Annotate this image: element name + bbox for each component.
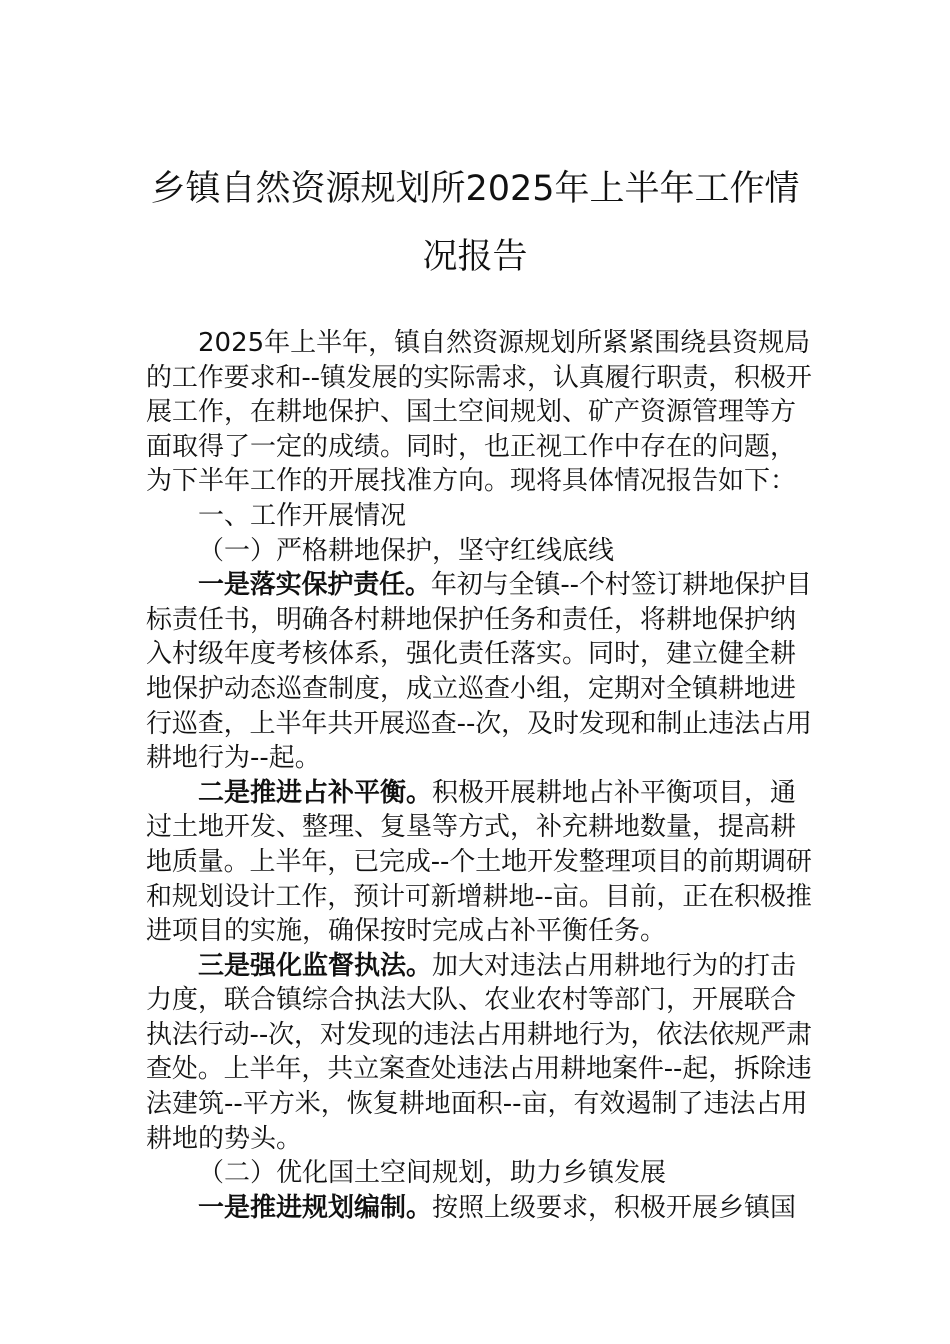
body-line (146, 637, 812, 672)
body-line (146, 707, 812, 742)
body-line (146, 949, 812, 984)
body-line (146, 776, 812, 811)
line-text: 为下半年工作的开展找准方向。现将具体情况报告如下： (146, 466, 797, 497)
body-line (146, 741, 812, 776)
line-text: 法建筑--平方米，恢复耕地面积--亩，有效遏制了违法占用 (146, 1089, 808, 1120)
body-line (146, 1156, 812, 1191)
line-text: （二）优化国土空间规划，助力乡镇发展 (198, 1158, 667, 1189)
line-text: 行巡查，上半年共开展巡查--次，及时发现和制止违法占用 (146, 708, 812, 739)
body-line (146, 810, 812, 845)
body-line (146, 568, 812, 603)
body-line (146, 1052, 812, 1087)
line-text: 地质量。上半年，已完成--个土地开发整理项目的前期调研 (146, 846, 812, 877)
body-line (146, 983, 812, 1018)
line-text: 耕地的势头。 (146, 1123, 303, 1154)
document-title-line-2: 况报告 (422, 237, 528, 277)
line-text: 加大对违法占用耕地行为的打击 (432, 950, 797, 981)
document-title-line-1: 乡镇自然资源规划所2025年上半年工作情 (150, 169, 800, 209)
line-text: 按照上级要求，积极开展乡镇国 (432, 1192, 797, 1223)
body-line (146, 603, 812, 638)
line-text: 执法行动--次，对发现的违法占用耕地行为，依法依规严肃 (146, 1019, 812, 1050)
body-line (146, 1191, 812, 1226)
line-text: 积极开展耕地占补平衡项目，通 (432, 777, 797, 808)
body-line (146, 464, 812, 499)
line-text: 2025年上半年，镇自然资源规划所紧紧围绕县资规局 (198, 328, 811, 358)
line-text: 力度，联合镇综合执法大队、农业农村等部门，开展联合 (146, 985, 797, 1016)
line-text: 一、工作开展情况 (198, 500, 407, 531)
body-line (146, 499, 812, 534)
body-line (146, 326, 812, 361)
line-text: 耕地行为--起。 (146, 743, 321, 774)
bold-lead-phrase: 三是强化监督执法。 (198, 950, 433, 981)
body-line (146, 430, 812, 465)
body-line (146, 672, 812, 707)
line-text: 标责任书，明确各村耕地保护任务和责任，将耕地保护纳 (146, 604, 797, 635)
body-line (146, 845, 812, 880)
line-text: 地保护动态巡查制度，成立巡查小组，定期对全镇耕地进 (146, 673, 797, 704)
line-text: 和规划设计工作，预计可新增耕地--亩。目前，正在积极推 (146, 881, 812, 912)
bold-lead-phrase: 一是落实保护责任。 (198, 570, 431, 601)
line-text: 年初与全镇--个村签订耕地保护目 (430, 570, 812, 601)
line-text: 面取得了一定的成绩。同时，也正视工作中存在的问题， (146, 431, 797, 462)
line-text: 进项目的实施，确保按时完成占补平衡任务。 (146, 916, 667, 947)
body-line (146, 534, 812, 569)
body-line (146, 914, 812, 949)
line-text: 查处。上半年，共立案查处违法占用耕地案件--起，拆除违 (146, 1054, 812, 1085)
bold-lead-phrase: 二是推进占补平衡。 (198, 777, 433, 808)
body-line (146, 361, 812, 396)
body-line (146, 1122, 812, 1157)
body-line (146, 880, 812, 915)
line-text: 入村级年度考核体系，强化责任落实。同时，建立健全耕 (146, 639, 797, 670)
body-line (146, 1018, 812, 1053)
line-text: 的工作要求和--镇发展的实际需求，认真履行职责，积极开 (146, 362, 812, 393)
body-line (146, 395, 812, 430)
body-line (146, 1087, 812, 1122)
line-text: （一）严格耕地保护，坚守红线底线 (198, 535, 615, 566)
document-body (146, 326, 812, 1225)
line-text: 展工作，在耕地保护、国土空间规划、矿产资源管理等方 (146, 397, 797, 428)
line-text: 过土地开发、整理、复垦等方式，补充耕地数量，提高耕 (146, 812, 797, 843)
bold-lead-phrase: 一是推进规划编制。 (198, 1192, 433, 1223)
